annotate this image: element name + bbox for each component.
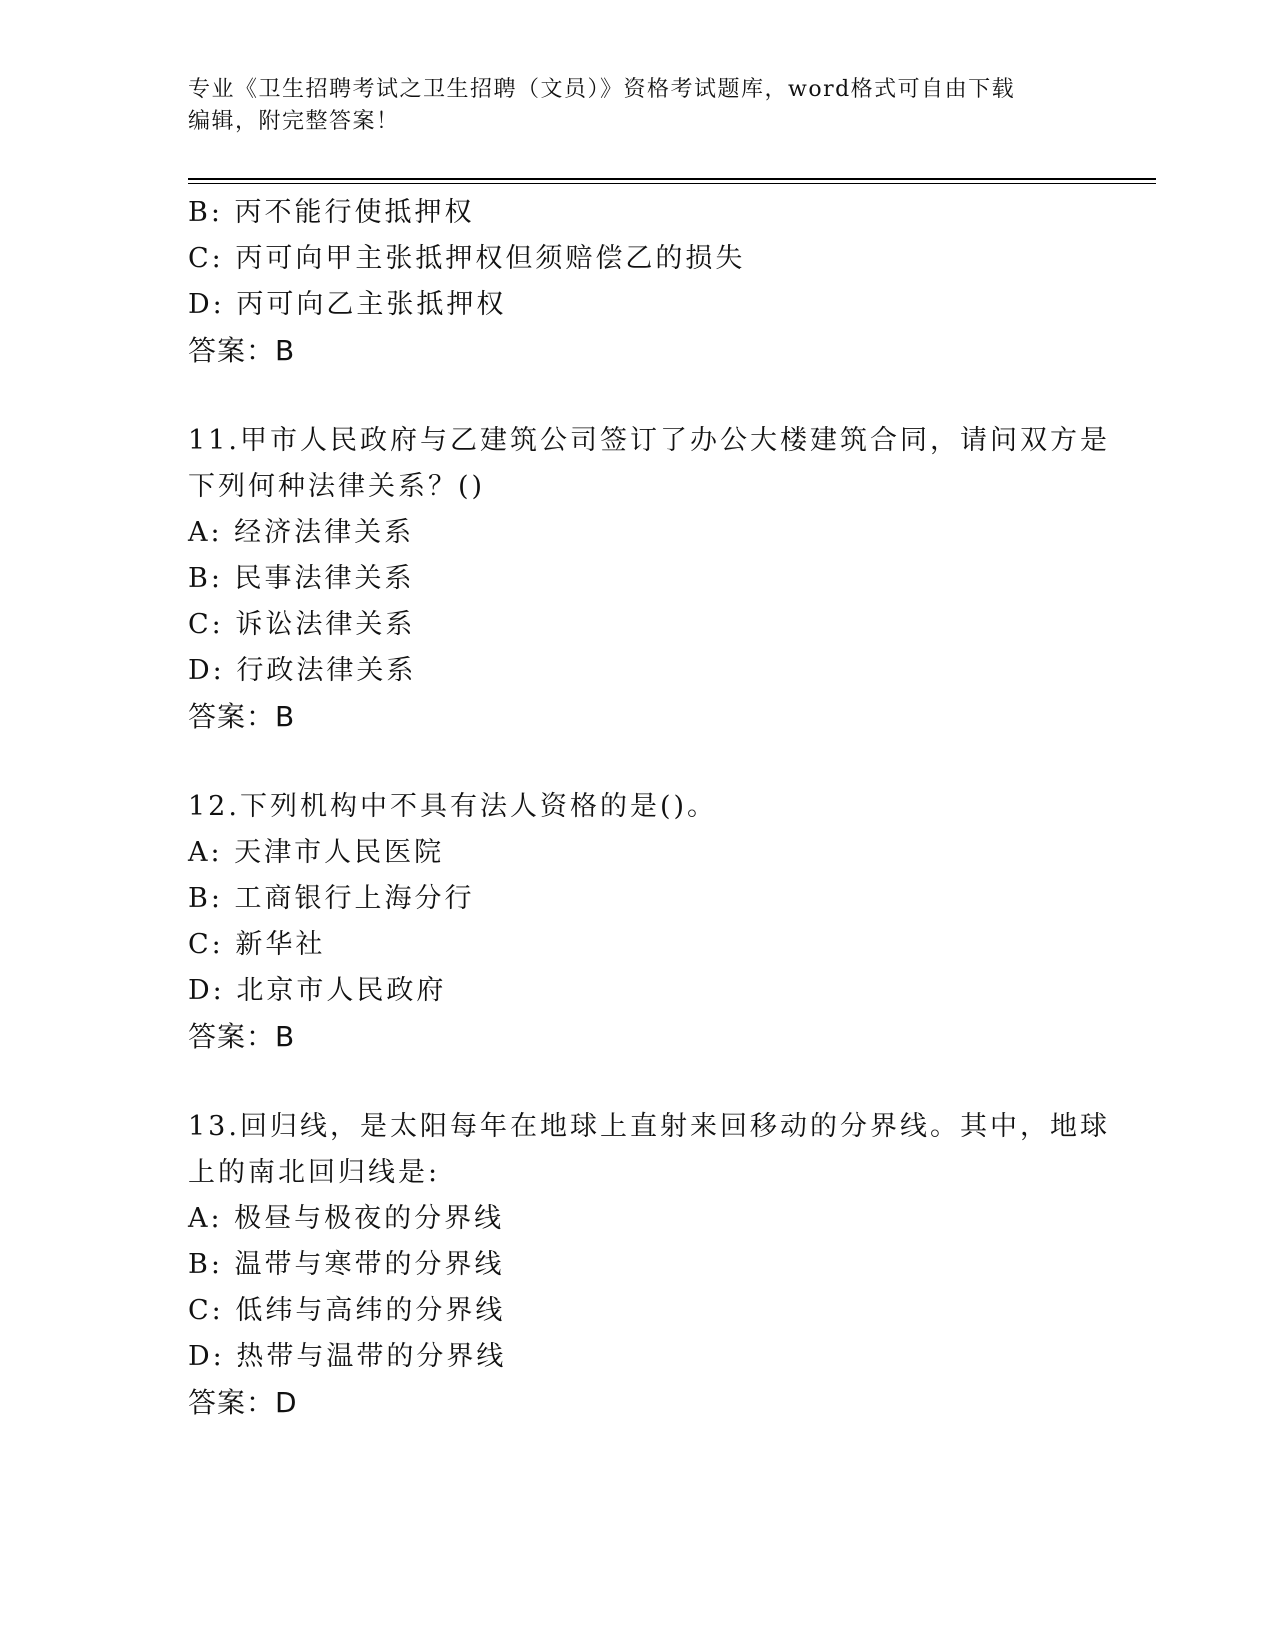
option-d: D: 北京市人民政府	[188, 975, 447, 1006]
header-rule-thin	[188, 183, 1156, 184]
header-line-1: 专业《卫生招聘考试之卫生招聘（文员）》资格考试题库，word格式可自由下载	[188, 77, 1016, 102]
document-header	[188, 74, 1088, 138]
option-b: B: 民事法律关系	[188, 563, 415, 594]
header-line-2: 编辑，附完整答案！	[188, 109, 400, 134]
option-d: D: 热带与温带的分界线	[188, 1341, 507, 1372]
option-a: A: 极昼与极夜的分界线	[188, 1203, 505, 1234]
question-stem-line-1: 12.下列机构中不具有法人资格的是()。	[188, 791, 718, 822]
question-12	[188, 784, 1088, 1060]
option-c: C: 低纬与高纬的分界线	[188, 1295, 506, 1326]
answer-line: 答案：B	[188, 334, 296, 367]
answer-line: 答案：D	[188, 1386, 298, 1419]
question-stem-line-1: 13.回归线，是太阳每年在地球上直射来回移动的分界线。其中，地球	[188, 1111, 1110, 1142]
question-stem-line-2: 下列何种法律关系？()	[188, 471, 486, 502]
question-stem-line-1: 11.甲市人民政府与乙建筑公司签订了办公大楼建筑合同，请问双方是	[188, 425, 1110, 456]
header-rule-thick	[188, 178, 1156, 180]
option-d: D: 行政法律关系	[188, 655, 417, 686]
option-b: B: 工商银行上海分行	[188, 883, 475, 914]
option-c: C: 新华社	[188, 929, 326, 960]
option-c: C: 诉讼法律关系	[188, 609, 416, 640]
question-list	[188, 190, 1110, 1426]
option-b: B: 温带与寒带的分界线	[188, 1249, 505, 1280]
question-11	[188, 418, 1110, 740]
question-stem-line-2: 上的南北回归线是:	[188, 1157, 441, 1188]
answer-line: 答案：B	[188, 1020, 296, 1053]
question-10-tail	[188, 190, 1088, 374]
option-b: B: 丙不能行使抵押权	[188, 197, 475, 228]
option-c: C: 丙可向甲主张抵押权但须赔偿乙的损失	[188, 243, 746, 274]
question-13	[188, 1104, 1110, 1426]
option-a: A: 天津市人民医院	[188, 837, 445, 868]
option-a: A: 经济法律关系	[188, 517, 415, 548]
answer-line: 答案：B	[188, 700, 296, 733]
option-d: D: 丙可向乙主张抵押权	[188, 289, 507, 320]
